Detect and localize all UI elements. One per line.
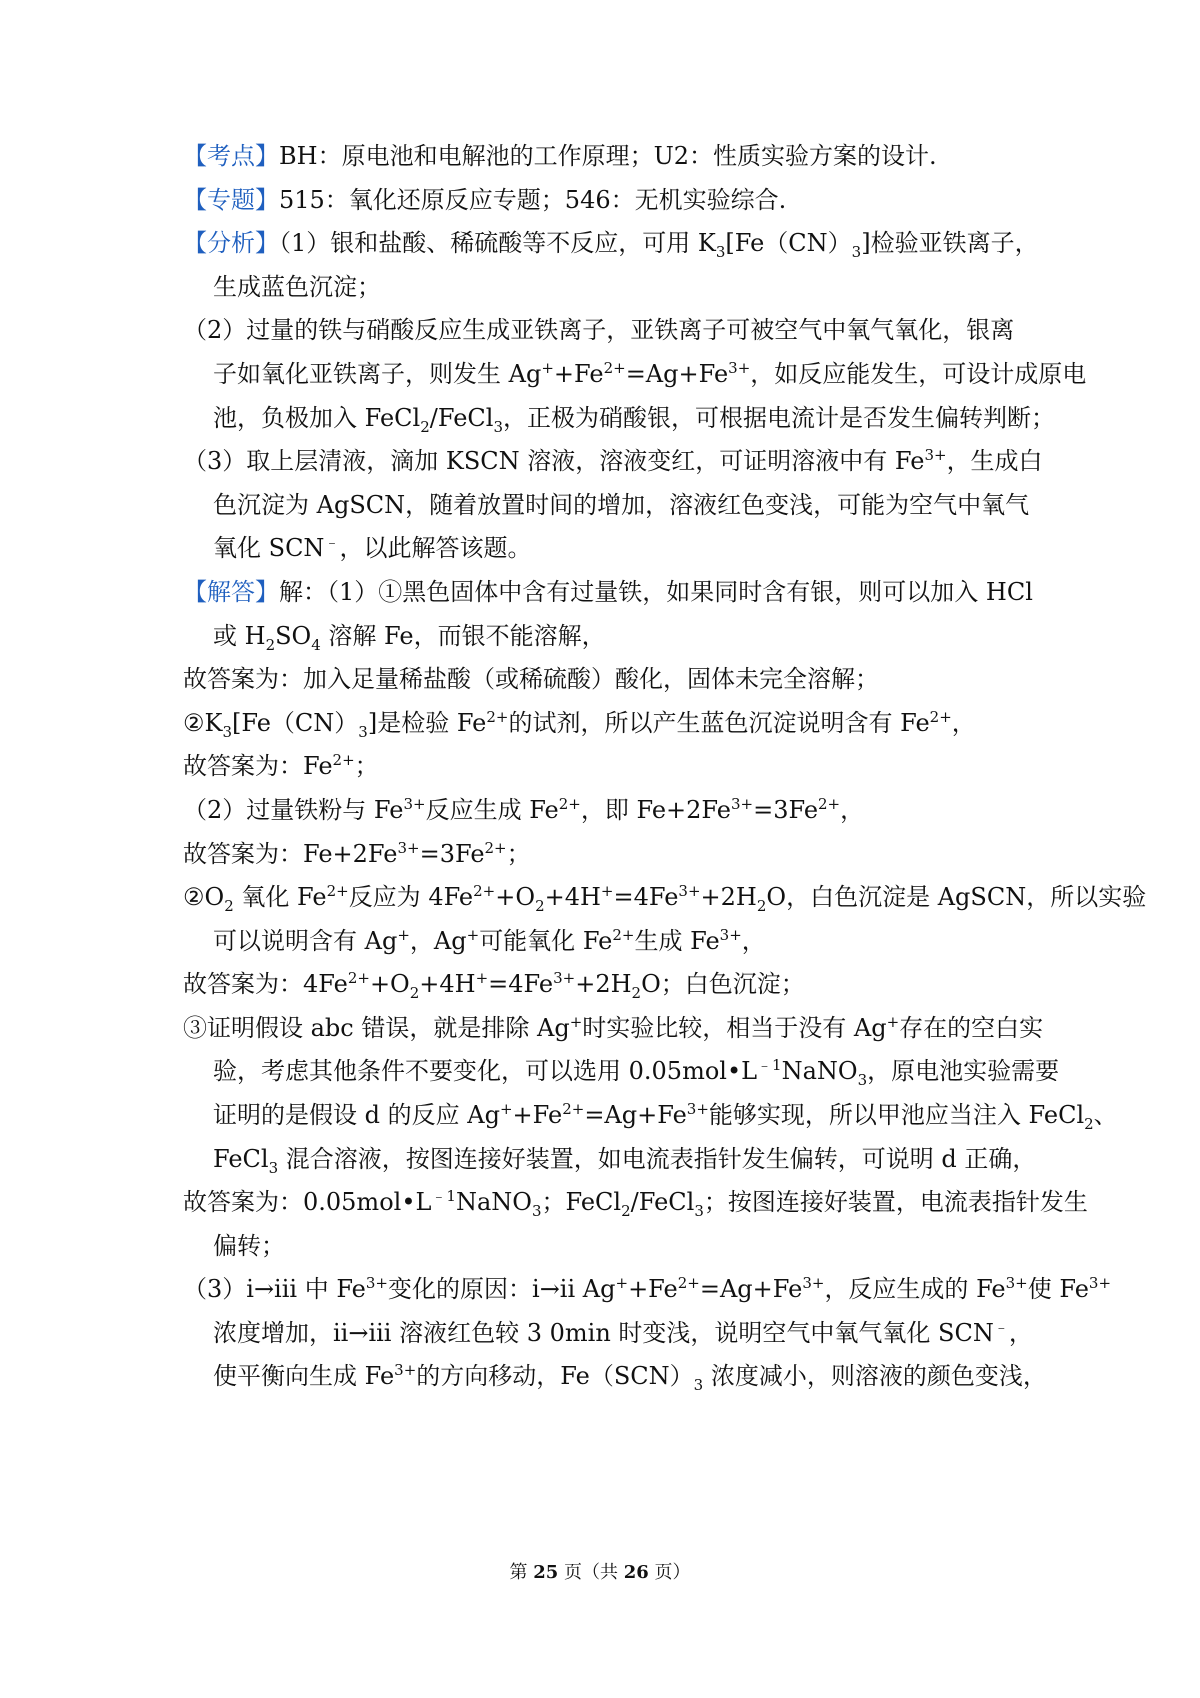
text-line: 氧化 SCN﹣，以此解答该题。 [213,533,532,562]
text-line: 使平衡向生成 $Fe^{3+}$的方向移动，$Fe(SCN)_3$ 浓度减小，则溶液的颜色变浅， [213,1361,1047,1394]
fenxi-line: 【分析】（1）银和盐酸、稀硫酸等不反应，可用 $K_3[Fe(CN)_3]$检验亚铁离子， [183,229,1039,261]
text-line: 证明的是假设 d 的反应 $Ag^++Fe^{2+}=Ag+Fe^{3+}$能够实现，所以甲池应当注入 FeCl$_2$、 [213,1100,1118,1133]
text-line: 故答案为：$Fe+2Fe^{3+}=3Fe^{2+}$； [183,839,531,868]
total-pages: 26 [623,1562,649,1583]
text-line: ③证明假设 abc 错误，就是排除 Ag+时实验比较，相当于没有 Ag+存在的空白实 [183,1013,1044,1042]
text-line: $②O_2$ 氧化 $Fe^{2+}$反应为 $4Fe^{2+}+O_2+4H^+=4Fe^{3+}+2H_2O$，白色沉淀是 AgSCN，所以实验 [183,882,1147,915]
text-line: （2）过量的铁与硝酸反应生成亚铁离子，亚铁离子可被空气中氧气氧化，银离 [183,316,1015,344]
text-line: 色沉淀为 AgSCN，随着放置时间的增加，溶液红色变浅，可能为空气中氧气 [213,491,1030,519]
text-line: 池，负极加入 FeCl$_2$/FeCl$_3$，正极为硝酸银，可根据电流计是否发生偏转判断； [213,404,1055,436]
text-line: 故答案为：$Fe^{2+}$； [183,751,379,780]
text-line: 故答案为：$0.05mol•L^{﹣1}NaNO_3$；FeCl$_2$/FeCl$_3$；按图连接好装置，电流表指针发生 [183,1187,1088,1220]
zhuanti-tag: 【专题】 [183,186,279,214]
text-line: 故答案为：加入足量稀盐酸（或稀硫酸）酸化，固体未完全溶解； [183,665,879,693]
text-line: 验，考虑其他条件不要变化，可以选用 $0.05mol•L^{﹣1}NaNO_3$，原电池实验需要 [213,1056,1060,1089]
zhuanti-line: 【专题】515：氧化还原反应专题；546：无机实验综合. [183,186,787,214]
jieda-line: 【解答】解：（1）①黑色固体中含有过量铁，如果同时含有银，则可以加入 HCl [183,578,1033,606]
text-line: $②K_3[Fe(CN)_3]$是检验 $Fe^{2+}$的试剂，所以产生蓝色沉淀说明含有 $Fe^{2+}$， [183,708,976,741]
page-footer: 第 25 页（共 26 页） [509,1562,691,1583]
text-line: 生成蓝色沉淀； [213,273,381,301]
text-line: FeCl$_3$ 混合溶液，按图连接好装置，如电流表指针发生偏转，可说明 d 正确， [213,1145,1037,1177]
fenxi-tag: 【分析】 [183,229,279,257]
page-number: 25 [533,1562,559,1583]
text-line: （3）i→iii 中 $Fe^{3+}$变化的原因：i→ii $Ag^++Fe^{2+}=Ag+Fe^{3+}$，反应生成的 $Fe^{3+}$使 $Fe^{3+}$ [183,1274,1112,1303]
kaodian-tag: 【考点】 [183,142,279,170]
text-line: 或 $H_2SO_4$ 溶解 Fe，而银不能溶解， [213,622,606,654]
text-line: 子如氧化亚铁离子，则发生 $Ag^++Fe^{2+}=Ag+Fe^{3+}$，如反应能发生，可设计成原电 [213,359,1087,388]
text-line: （2）过量铁粉与 $Fe^{3+}$反应生成 $Fe^{2+}$，即 $Fe+2Fe^{3+}=3Fe^{2+}$， [183,795,865,824]
text-line: （3）取上层清液，滴加 KSCN 溶液，溶液变红，可证明溶液中有 $Fe^{3+}$，生成白 [183,446,1043,475]
jieda-tag: 【解答】 [183,578,279,606]
text-line: 偏转； [213,1232,285,1260]
text-line: 浓度增加，ii→iii 溶液红色较 3 0min 时变浅，说明空气中氧气氧化 SCN﹣， [213,1318,1033,1347]
kaodian-line: 【考点】BH：原电池和电解池的工作原理；U2：性质实验方案的设计. [183,142,937,170]
text-line: 可以说明含有 Ag+，Ag+可能氧化 $Fe^{2+}$生成 $Fe^{3+}$， [213,926,766,955]
text-line: 故答案为：$4Fe^{2+}+O_2+4H^+=4Fe^{3+}+2H_2O$；白色沉淀； [183,969,805,1002]
